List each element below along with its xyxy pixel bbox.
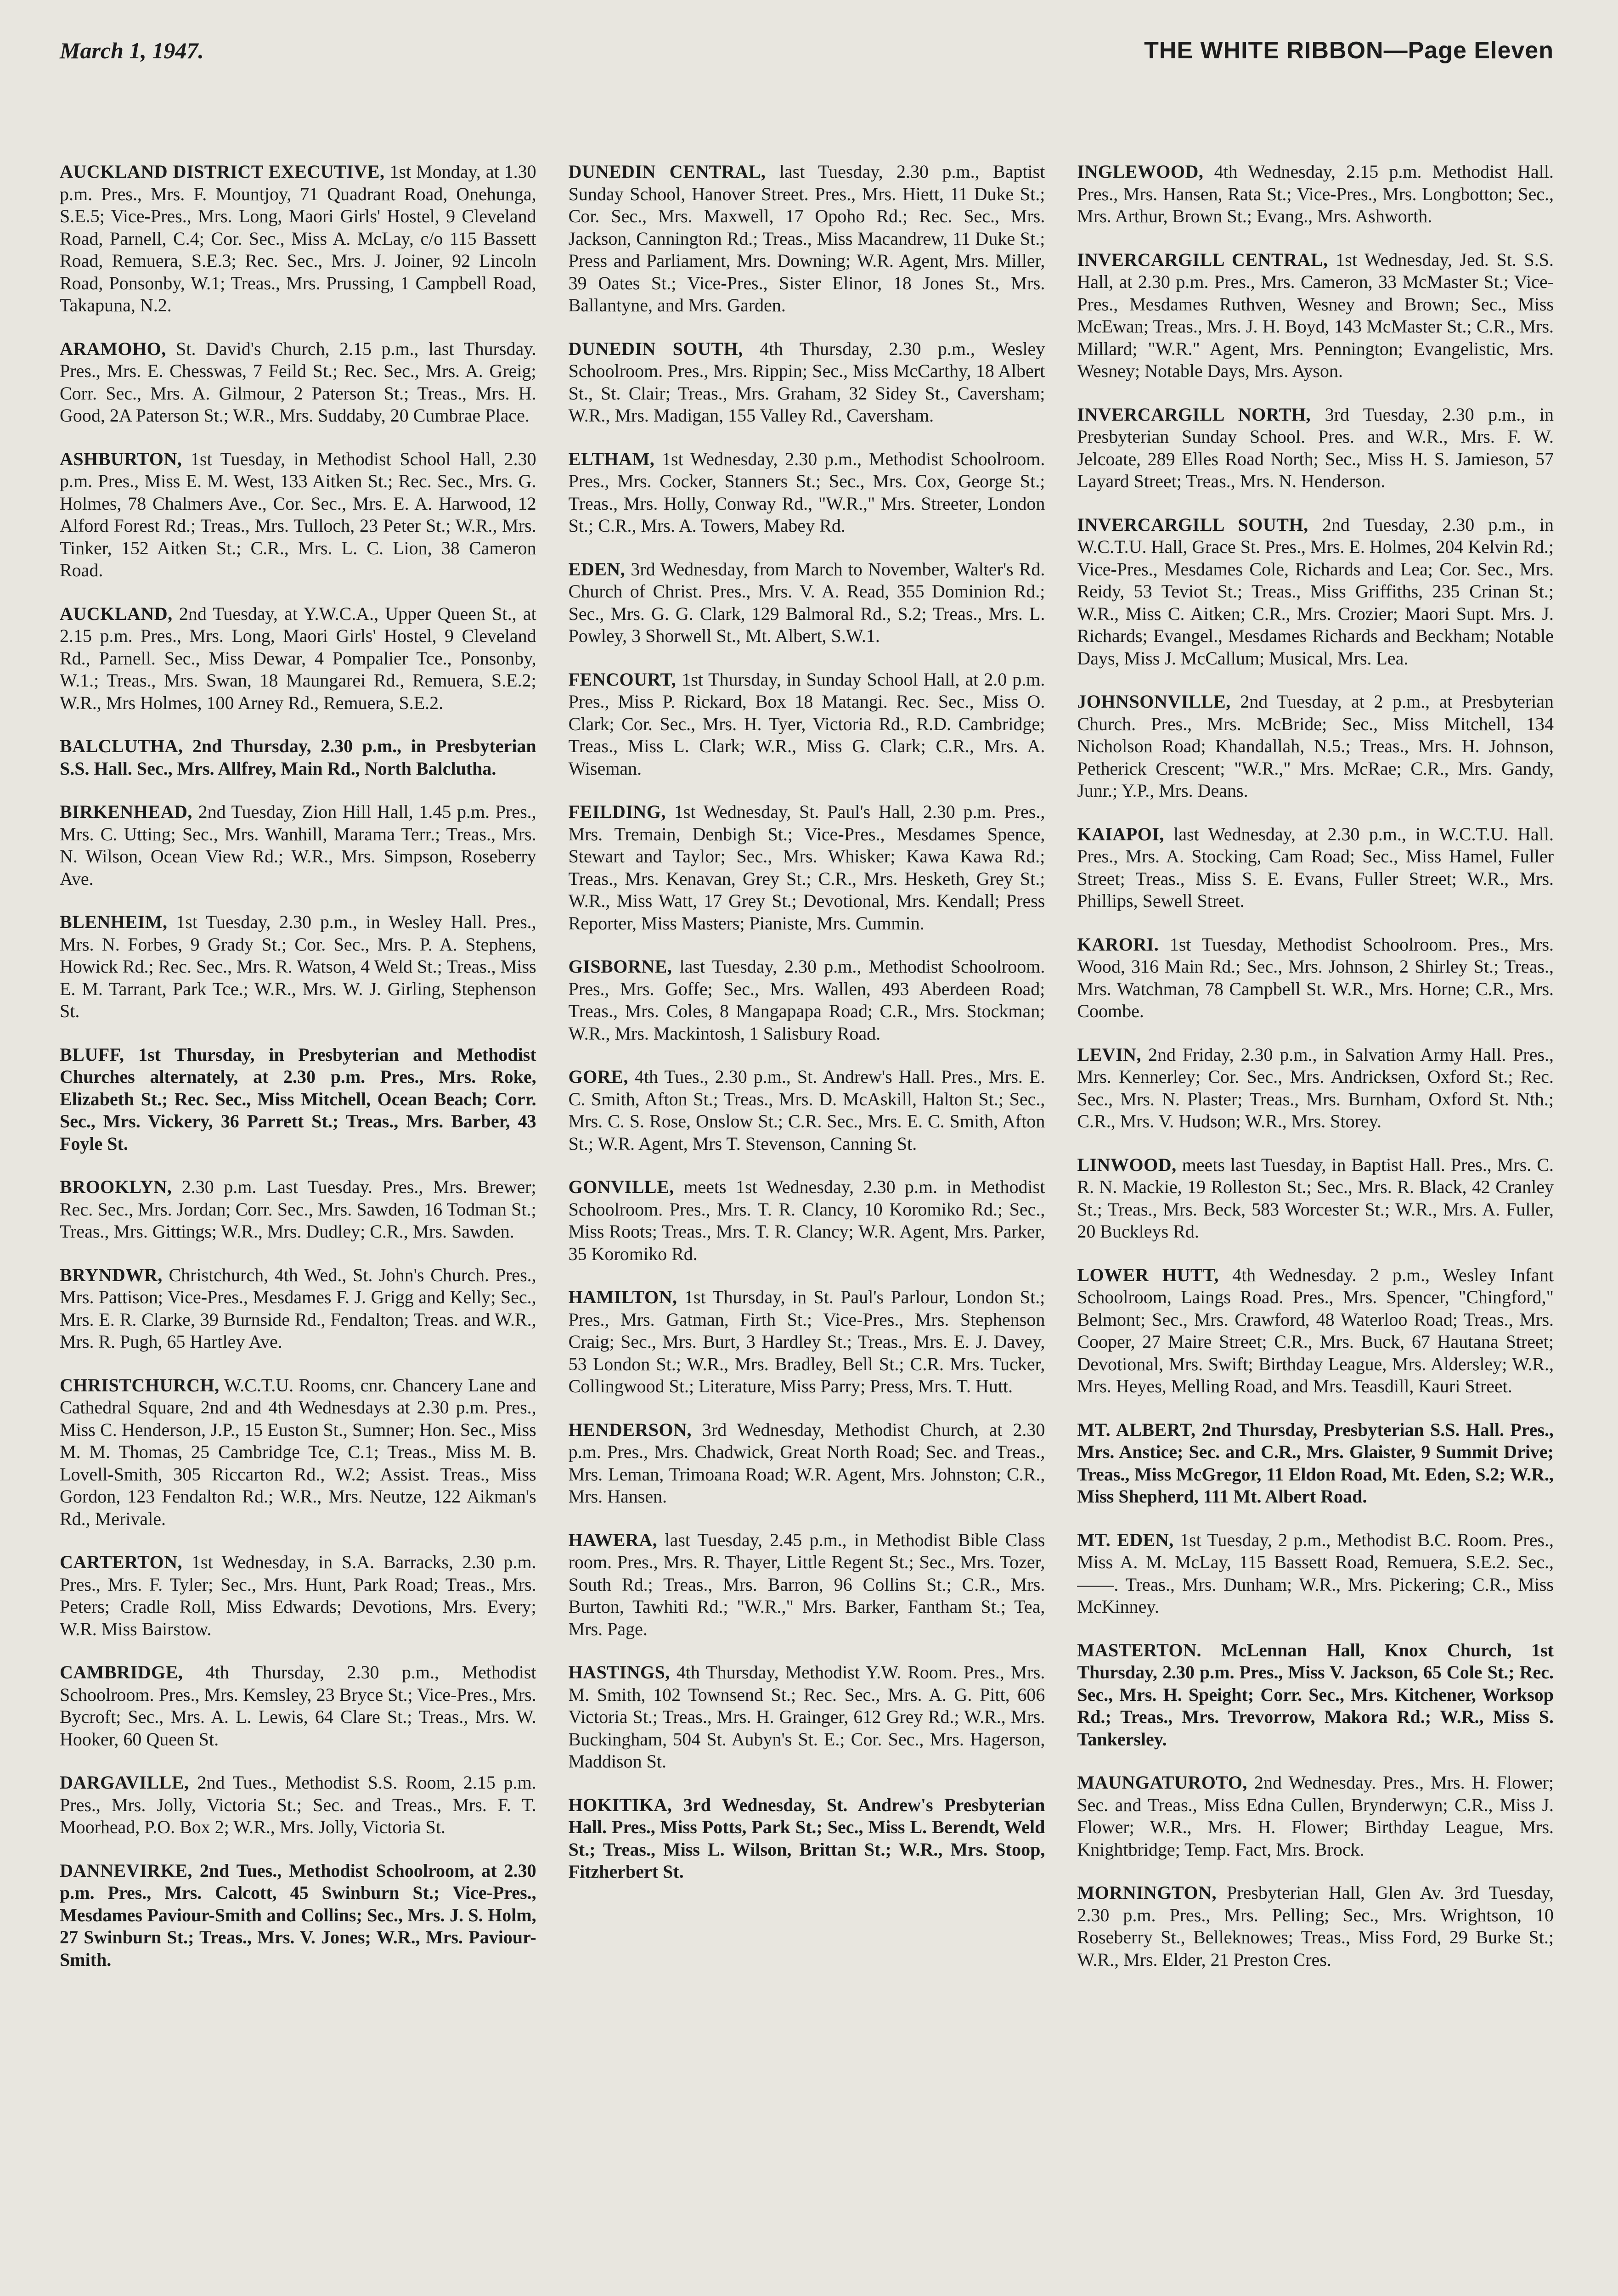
column-3 <box>1077 142 1554 1992</box>
union-entry <box>569 1419 1045 1508</box>
union-name: MT. EDEN, <box>1077 1529 1174 1550</box>
union-details: 2nd Tuesday, at 2 p.m., at Presbyterian Church. Pres., Mrs. McBride; Sec., Miss Mitchell, 134 Nicholson Road; Khandallah, N.5.; Treas., Mrs. H. Johnson, Petherick Crescent; "W.R.," Mrs. McRae; C.R., Mrs. Gandy, Junr.; Y.P., Mrs. Deans. <box>1077 691 1554 801</box>
union-name: MAUNGATUROTO, <box>1077 1772 1247 1793</box>
column-1 <box>60 142 536 1992</box>
column-2 <box>569 142 1045 1992</box>
union-name: HAWERA, <box>568 1529 658 1550</box>
union-entry <box>60 1661 536 1750</box>
union-details: meets last Tuesday, in Baptist Hall. Pres., Mrs. C. R. N. Mackie, 19 Rolleston St.; Sec., Mrs. R. Black, 42 Cranley St.; Treas., Mrs. Beck, 583 Worcester St.; W.R., Mrs. A. Fuller, 20 Buckleys Rd. <box>1077 1154 1554 1242</box>
union-details: 1st Wednesday, in S.A. Barracks, 2.30 p.m. Pres., Mrs. F. Tyler; Sec., Mrs. Hunt, Park Road; Treas., Mrs. Peters; Cradle Roll, Miss Edwards; Devotions, Mrs. Every; W.R. Miss Bairstow. <box>60 1552 536 1639</box>
union-name: CARTERTON, <box>60 1552 183 1572</box>
union-details: 2nd Tues., Methodist S.S. Room, 2.15 p.m. Pres., Mrs. Jolly, Victoria St.; Sec. and Treas., Mrs. F. T. Moorhead, P.O. Box 2; W.R., Mrs. Jolly, Victoria St. <box>60 1772 536 1837</box>
union-details: McLennan Hall, Knox Church, 1st Thursday, 2.30 p.m. Pres., Miss V. Jackson, 65 Cole St.; Rec. Sec., Mrs. H. Speight; Corr. Sec., Mrs. Kitchener, Worksop Rd.; Treas., Mrs. Trevorrow, Makora Rd.; W.R., Miss S. Tankersley. <box>1077 1639 1554 1750</box>
union-details: 4th Wednesday. 2 p.m., Wesley Infant Schoolroom, Laings Road. Pres., Mrs. Spencer, "Chingford," Belmont; Sec., Mrs. Crawford, 48 Waterloo Road; Treas., Mrs. Cooper, 27 Maire Street; C.R., Mrs. Buck, 67 Hautana Street; Devotional, Mrs. Swift; Birthday League, Mrs. Aldersley; W.R., Mrs. Heyes, Melling Road, and Mrs. Teasdill, Kauri Street. <box>1077 1264 1554 1396</box>
union-entry <box>1077 1419 1554 1508</box>
page-header <box>60 37 1554 92</box>
union-entry <box>1077 934 1554 1023</box>
union-details: last Tuesday, 2.45 p.m., in Methodist Bible Class room. Pres., Mrs. R. Thayer, Little Regent St.; Sec., Mrs. Tozer, South Rd.; Treas., Mrs. Barron, 96 Collins St.; C.R., Mrs. Burton, Tawhiti Rd.; "W.R.," Mrs. Barker, Fantham St.; Tea, Mrs. Page. <box>568 1529 1045 1639</box>
union-details: last Tuesday, 2.30 p.m., Baptist Sunday School, Hanover Street. Pres., Mrs. Hiett, 11 Duke St.; Cor. Sec., Mrs. Maxwell, 17 Opoho Rd.; Rec. Sec., Mrs. Jackson, Cannington Rd.; Treas., Miss Macandrew, 11 Duke St.; Press and Parliament, Mrs. Downing; W.R. Agent, Mrs. Miller, 39 Oates St.; Vice-Pres., Sister Elinor, 18 Jones St., Mrs. Ballantyne, and Mrs. Garden. <box>568 161 1045 315</box>
union-details: 1st Tuesday, 2.30 p.m., in Wesley Hall. Pres., Mrs. N. Forbes, 9 Grady St.; Cor. Sec., Mrs. P. A. Stephens, Howick Rd.; Rec. Sec., Mrs. R. Watson, 4 Weld St.; Treas., Miss E. M. Tarrant, Park Tce.; W.R., Mrs. W. J. Girling, Stephenson St. <box>60 912 536 1021</box>
union-entry <box>1077 691 1554 802</box>
union-details: 1st Thursday, in Sunday School Hall, at 2.0 p.m. Pres., Miss P. Rickard, Box 18 Matangi. Rec. Sec., Miss O. Clark; Cor. Sec., Mrs. H. Tyer, Victoria Rd., R.D. Cambridge; Treas., Miss L. Clark; W.R., Miss G. Clark; C.R., Mrs. A. Wiseman. <box>568 669 1045 779</box>
union-details: 1st Wednesday, St. Paul's Hall, 2.30 p.m. Pres., Mrs. Tremain, Denbigh St.; Vice-Pres., Mesdames Spence, Stewart and Taylor; Sec., Mrs. Whisker; Kawa Kawa Rd.; Treas., Mrs. Kenavan, Grey St.; C.R., Mrs. Hesketh, Grey St.; W.R., Miss Watt, 17 Grey St.; Devotional, Mrs. Kendall; Press Reporter, Miss Masters; Pianiste, Mrs. Cummin. <box>568 801 1045 934</box>
union-details: W.C.T.U. Rooms, cnr. Chancery Lane and Cathedral Square, 2nd and 4th Wednesdays at 2.30 p.m. Pres., Miss C. Henderson, J.P., 15 Euston St., Sumner; Hon. Sec., Miss M. M. Thomas, 25 Cambridge Tce, C.1; Treas., Miss M. B. Lovell-Smith, 305 Riccarton Rd., W.2; Assist. Treas., Miss Gordon, 123 Fendalton Rd.; W.R., Mrs. Neutze, 122 Aikman's Rd., Merivale. <box>60 1374 536 1529</box>
union-name: MASTERTON. <box>1077 1639 1202 1660</box>
union-details: Presbyterian Hall, Glen Av. 3rd Tuesday, 2.30 p.m. Pres., Mrs. Pelling; Sec., Mrs. Wrightson, 10 Roseberry St., Belleknowes; Treas., Miss Ford, 29 Burke St.; W.R., Mrs. Elder, 21 Preston Cres. <box>1077 1882 1554 1970</box>
union-entry <box>1077 404 1554 493</box>
union-name: BLUFF, <box>60 1044 124 1065</box>
union-name: DARGAVILLE, <box>60 1772 189 1793</box>
union-details: 4th Thursday, 2.30 p.m., Wesley Schoolroom. Pres., Mrs. Rippin; Sec., Miss McCarthy, 18 Albert St., St. Clair; Treas., Mrs. Graham, 32 Sidey St., Caversham; W.R., Mrs. Madigan, 155 Valley Rd., Caversham. <box>568 338 1045 426</box>
union-details: meets 1st Wednesday, 2.30 p.m. in Methodist Schoolroom. Pres., Mrs. T. R. Clancy, 10 Koromiko Rd.; Sec., Miss Roots; Treas., Mrs. T. R. Clancy; W.R. Agent, Mrs. Parker, 35 Koromiko Rd. <box>568 1176 1045 1264</box>
union-details: 2nd Thursday, Presbyterian S.S. Hall. Pres., Mrs. Anstice; Sec. and C.R., Mrs. Glaister, 9 Summit Drive; Treas., Miss McGregor, 11 Eldon Road, Mt. Eden, S.2; W.R., Miss Shepherd, 111 Mt. Albert Road. <box>1077 1419 1554 1507</box>
union-entry <box>60 1551 536 1640</box>
union-details: 3rd Wednesday, St. Andrew's Presbyterian Hall. Pres., Miss Potts, Park St.; Sec., Miss L. Berendt, Weld St.; Treas., Miss L. Wilson, Brittan St.; W.R., Mrs. Stoop, Fitzherbert St. <box>568 1794 1045 1882</box>
union-name: INVERCARGILL NORTH, <box>1077 404 1311 425</box>
union-entry <box>569 1066 1045 1155</box>
union-name: EDEN, <box>568 558 626 580</box>
union-details: 2nd Tues., Methodist Schoolroom, at 2.30 p.m. Pres., Mrs. Calcott, 45 Swinburn St.; Vice-Pres., Mesdames Paviour-Smith and Collins; Sec., Mrs. J. S. Holm, 27 Swinburn St.; Treas., Mrs. V. Jones; W.R., Mrs. Paviour-Smith. <box>60 1860 536 1970</box>
union-details: 2nd Friday, 2.30 p.m., in Salvation Army Hall. Pres., Mrs. Kennerley; Cor. Sec., Mrs. Andricksen, Oxford St.; Rec. Sec., Mrs. N. Plaster; Treas., Mrs. Burnham, Oxford St. Nth.; C.R., Mrs. V. Hudson; W.R., Mrs. Storey. <box>1077 1044 1554 1131</box>
directory-columns <box>60 142 1554 1992</box>
union-name: ARAMOHO, <box>60 338 166 359</box>
union-entry <box>1077 1529 1554 1618</box>
union-details: 2nd Wednesday. Pres., Mrs. H. Flower; Sec. and Treas., Miss Edna Cullen, Brynderwyn; C.R., Miss J. Flower; W.R., Mrs. H. Flower; Birthday League, Mrs. Knightbridge; Temp. Fact, Mrs. Brock. <box>1077 1772 1554 1860</box>
union-details: 2nd Tuesday, 2.30 p.m., in W.C.T.U. Hall, Grace St. Pres., Mrs. E. Holmes, 204 Kelvin Rd.; Vice-Pres., Mesdames Cole, Richards and Lea; Cor. Sec., Mrs. Reidy, 53 Teviot St.; Treas., Miss Griffiths, 235 Crinan St.; W.R., Miss C. Aitken; C.R., Mrs. Crozier; Maori Supt. Mrs. J. Richards; Evangel., Mesdames Richards and Beckham; Notable Days, Miss J. McCallum; Musical, Mrs. Lea. <box>1077 514 1554 669</box>
union-entry <box>569 1661 1045 1773</box>
union-name: ELTHAM, <box>568 448 655 469</box>
union-name: HENDERSON, <box>568 1419 692 1440</box>
union-entry <box>1077 1044 1554 1133</box>
union-details: 2nd Tuesday, Zion Hill Hall, 1.45 p.m. Pres., Mrs. C. Utting; Sec., Mrs. Wanhill, Marama Terr.; Treas., Mrs. N. Wilson, Ocean View Rd.; W.R., Mrs. Simpson, Roseberry Ave. <box>60 801 536 889</box>
union-entry <box>569 956 1045 1045</box>
union-name: LINWOOD, <box>1077 1154 1177 1175</box>
union-details: 1st Tuesday, 2 p.m., Methodist B.C. Room. Pres., Miss A. M. McLay, 115 Bassett Road, Remuera, S.E.2. Sec., ——. Treas., Mrs. Dunham; W.R., Mrs. Pickering; C.R., Miss McKinney. <box>1077 1529 1554 1617</box>
union-entry <box>1077 514 1554 670</box>
union-details: 1st Tuesday, in Methodist School Hall, 2.30 p.m. Pres., Miss E. M. West, 133 Aitken St.; Rec. Sec., Mrs. G. Holmes, 78 Chalmers Ave., Cor. Sec., Mrs. E. A. Harwood, 12 Alford Forest Rd.; Treas., Mrs. Tulloch, 23 Peter St.; W.R., Mrs. Tinker, 152 Aitken St.; C.R., Mrs. L. C. Lion, 38 Cameron Road. <box>60 448 536 580</box>
union-entry <box>569 669 1045 780</box>
union-entry <box>60 1772 536 1839</box>
union-name: GONVILLE, <box>568 1176 674 1197</box>
union-entry <box>1077 1154 1554 1243</box>
union-name: BRYNDWR, <box>60 1264 163 1285</box>
union-name: MORNINGTON, <box>1077 1882 1217 1903</box>
union-name: BALCLUTHA, <box>60 736 183 756</box>
union-name: HOKITIKA, <box>568 1794 672 1815</box>
union-entry <box>569 1176 1045 1265</box>
union-details: 1st Thursday, in Presbyterian and Methodist Churches alternately, at 2.30 p.m. Pres., Mrs. Roke, Elizabeth St.; Rec. Sec., Miss Mitchell, Ocean Beach; Corr. Sec., Mrs. Vickery, 36 Parrett St.; Treas., Mrs. Barber, 43 Foyle St. <box>60 1044 536 1154</box>
union-name: LEVIN, <box>1077 1044 1142 1065</box>
union-details: 4th Thursday, 2.30 p.m., Methodist Schoolroom. Pres., Mrs. Kemsley, 23 Bryce St.; Vice-Pres., Mrs. Bycroft; Sec., Mrs. A. L. Lewis, 64 Clare St.; Treas., Mrs. W. Hooker, 60 Queen St. <box>60 1662 536 1750</box>
publication-title: THE WHITE RIBBON—Page Eleven <box>1144 37 1554 64</box>
union-name: FENCOURT, <box>568 669 677 690</box>
union-name: AUCKLAND, <box>60 603 173 624</box>
union-entry <box>1077 1882 1554 1971</box>
union-name: ASHBURTON, <box>60 448 182 469</box>
union-details: 3rd Tuesday, 2.30 p.m., in Presbyterian Sunday School. Pres. and W.R., Mrs. F. W. Jelcoate, 289 Elles Road North; Sec., Miss H. S. Jamieson, 57 Layard Street; Treas., Mrs. N. Henderson. <box>1077 404 1554 491</box>
union-entry <box>569 558 1045 647</box>
union-entry <box>1077 1772 1554 1861</box>
union-entry <box>1077 823 1554 912</box>
union-entry <box>60 161 536 317</box>
union-entry <box>569 161 1045 317</box>
union-details: 4th Tues., 2.30 p.m., St. Andrew's Hall. Pres., Mrs. E. C. Smith, Afton St.; Treas., Mrs. D. McAskill, Halton St.; Sec., Mrs. C. S. Rose, Onslow St.; C.R. Sec., Mrs. E. C. Smith, Afton St.; W.R. Agent, Mrs T. Stevenson, Canning St. <box>568 1066 1045 1154</box>
union-name: INGLEWOOD, <box>1077 161 1204 182</box>
union-name: BIRKENHEAD, <box>60 801 192 822</box>
union-details: St. David's Church, 2.15 p.m., last Thursday. Pres., Mrs. E. Chesswas, 7 Feild St.; Rec. Sec., Mrs. A. Greig; Corr. Sec., Mrs. A. Gilmour, 2 Paterson St.; Treas., Mrs. H. Good, 2A Paterson St.; W.R., Mrs. Suddaby, 20 Cumbrae Place. <box>60 338 536 426</box>
union-details: 2nd Tuesday, at Y.W.C.A., Upper Queen St., at 2.15 p.m. Pres., Mrs. Long, Maori Girls' Hostel, 9 Cleveland Rd., Parnell. Sec., Miss Dewar, 4 Pompalier Tce., Ponsonby, W.1.; Treas., Mrs. Swan, 18 Maungarei Rd., Remuera, S.E.2; W.R., Mrs Holmes, 100 Arney Rd., Remuera, S.E.2. <box>60 603 536 713</box>
union-name: HAMILTON, <box>568 1287 677 1307</box>
union-details: 1st Wednesday, Jed. St. S.S. Hall, at 2.30 p.m. Pres., Mrs. Cameron, 33 McMaster St.; Vice-Pres., Mesdames Ruthven, Wesney and Brown; Sec., Miss McEwan; Treas., Mrs. J. H. Boyd, 143 McMaster St.; C.R., Mrs. Millard; "W.R." Agent, Mrs. Pennington; Evangelistic, Mrs. Wesney; Notable Days, Mrs. Ayson. <box>1077 249 1554 381</box>
union-name: BROOKLYN, <box>60 1176 172 1197</box>
union-name: JOHNSONVILLE, <box>1077 691 1231 712</box>
union-entry <box>1077 249 1554 383</box>
union-entry <box>569 1794 1045 1883</box>
union-name: INVERCARGILL CENTRAL, <box>1077 249 1328 270</box>
union-entry <box>1077 1264 1554 1398</box>
union-entry <box>60 801 536 890</box>
union-entry <box>569 448 1045 537</box>
union-entry <box>569 1286 1045 1398</box>
union-details: 1st Thursday, in St. Paul's Parlour, London St.; Pres., Mrs. Gatman, Firth St.; Vice-Pres., Mrs. Stephenson Craig; Sec., Mrs. Burt, 3 Hardley St.; Treas., Mrs. E. J. Davey, 53 London St.; W.R., Mrs. Bradley, Bell St.; C.R. Mrs. Tucker, Collingwood St.; Literature, Miss Parry; Press, Mrs. T. Hutt. <box>568 1287 1045 1396</box>
union-entry <box>60 338 536 427</box>
union-name: MT. ALBERT, <box>1077 1419 1196 1440</box>
issue-date: March 1, 1947. <box>60 38 204 63</box>
union-details: 2nd Thursday, 2.30 p.m., in Presbyterian S.S. Hall. Sec., Mrs. Allfrey, Main Rd., North Balclutha. <box>60 736 536 779</box>
union-details: last Tuesday, 2.30 p.m., Methodist Schoolroom. Pres., Mrs. Goffe; Sec., Mrs. Wallen, 493 Aberdeen Road; Treas., Mrs. Coles, 8 Mangapapa Road; C.R., Mrs. Stockman; W.R., Mrs. Mackintosh, 1 Salisbury Road. <box>568 956 1045 1044</box>
union-name: AUCKLAND DISTRICT EXECUTIVE, <box>60 161 385 182</box>
union-name: LOWER HUTT, <box>1077 1264 1219 1285</box>
union-name: FEILDING, <box>568 801 666 822</box>
union-details: 3rd Wednesday, Methodist Church, at 2.30 p.m. Pres., Mrs. Chadwick, Great North Road; Sec. and Treas., Mrs. Leman, Trimoana Road; W.R. Agent, Mrs. Johnston; C.R., Mrs. Hansen. <box>568 1419 1045 1507</box>
union-details: 3rd Wednesday, from March to November, Walter's Rd. Church of Christ. Pres., Mrs. V. A. Read, 355 Dominion Rd.; Sec., Mrs. G. G. Clark, 129 Balmoral Rd., S.2; Treas., Mrs. L. Powley, 3 Shorwell St., Mt. Albert, S.W.1. <box>568 558 1045 646</box>
union-details: 4th Thursday, Methodist Y.W. Room. Pres., Mrs. M. Smith, 102 Townsend St.; Rec. Sec., Mrs. A. G. Pitt, 606 Victoria St.; Treas., Mrs. H. Grainger, 612 Grey Rd.; W.R., Mrs. Buckingham, 504 St. Aubyn's St. E.; Cor. Sec., Mrs. Hagerson, Maddison St. <box>568 1662 1045 1772</box>
union-entry <box>60 603 536 715</box>
union-name: HASTINGS, <box>568 1662 670 1683</box>
union-entry <box>569 801 1045 934</box>
union-entry <box>60 1264 536 1353</box>
union-entry <box>60 911 536 1023</box>
union-name: KAIAPOI, <box>1077 823 1164 844</box>
union-name: CHRISTCHURCH, <box>60 1374 220 1396</box>
union-entry <box>1077 1639 1554 1751</box>
union-entry <box>1077 161 1554 228</box>
union-name: GORE, <box>568 1066 628 1087</box>
union-name: INVERCARGILL SOUTH, <box>1077 514 1308 535</box>
union-entry <box>60 1176 536 1243</box>
union-entry <box>60 735 536 780</box>
union-name: DUNEDIN CENTRAL, <box>568 161 766 182</box>
union-name: CAMBRIDGE, <box>60 1662 183 1683</box>
union-entry <box>60 448 536 582</box>
union-entry <box>60 1860 536 1971</box>
union-details: 2.30 p.m. Last Tuesday. Pres., Mrs. Brewer; Rec. Sec., Mrs. Jordan; Corr. Sec., Mrs. Sawden, 16 Todman St.; Treas., Mrs. Gittings; W.R., Mrs. Dudley; C.R., Mrs. Sawden. <box>60 1176 536 1242</box>
union-name: DUNEDIN SOUTH, <box>568 338 743 359</box>
union-entry <box>60 1044 536 1155</box>
union-entry <box>569 338 1045 427</box>
union-name: GISBORNE, <box>568 956 672 977</box>
union-entry <box>569 1529 1045 1641</box>
union-name: BLENHEIM, <box>60 912 168 932</box>
union-details: 1st Wednesday, 2.30 p.m., Methodist Schoolroom. Pres., Mrs. Cocker, Stanners St.; Sec., Mrs. Cox, George St.; Treas., Mrs. Holly, Conway Rd., "W.R.," Mrs. Streeter, London St.; C.R., Mrs. A. Towers, Mabey Rd. <box>568 448 1045 536</box>
union-details: 4th Wednesday, 2.15 p.m. Methodist Hall. Pres., Mrs. Hansen, Rata St.; Vice-Pres., Mrs. Longbotton; Sec., Mrs. Arthur, Brown St.; Evang., Mrs. Ashworth. <box>1077 161 1554 226</box>
union-entry <box>60 1374 536 1531</box>
union-details: 1st Monday, at 1.30 p.m. Pres., Mrs. F. Mountjoy, 71 Quadrant Road, Onehunga, S.E.5; Vice-Pres., Mrs. Long, Maori Girls' Hostel, 9 Cleveland Road, Parnell, C.4; Cor. Sec., Miss A. McLay, c/o 115 Bassett Road, Remuera, S.E.3; Rec. Sec., Mrs. J. Joiner, 92 Lincoln Road, Ponsonby, W.1; Treas., Mrs. Prussing, 1 Campbell Road, Takapuna, N.2. <box>60 161 536 315</box>
union-name: KARORI. <box>1077 934 1159 955</box>
union-details: last Wednesday, at 2.30 p.m., in W.C.T.U. Hall. Pres., Mrs. A. Stocking, Cam Road; Sec., Miss Hamel, Fuller Street; Treas., Miss S. E. Evans, Fuller Street; W.R., Mrs. Phillips, Sewell Street. <box>1077 823 1554 911</box>
union-details: 1st Tuesday, Methodist Schoolroom. Pres., Mrs. Wood, 316 Main Rd.; Sec., Mrs. Johnson, 2 Shirley St.; Treas., Mrs. Watchman, 78 Campbell St. W.R., Mrs. Horne; C.R., Mrs. Coombe. <box>1077 934 1554 1021</box>
union-details: Christchurch, 4th Wed., St. John's Church. Pres., Mrs. Pattison; Vice-Pres., Mesdames F. J. Grigg and Kelly; Sec., Mrs. E. R. Clarke, 39 Burnside Rd., Fendalton; Treas. and W.R., Mrs. R. Pugh, 65 Hartley Ave. <box>60 1264 536 1352</box>
union-name: DANNEVIRKE, <box>60 1860 192 1881</box>
